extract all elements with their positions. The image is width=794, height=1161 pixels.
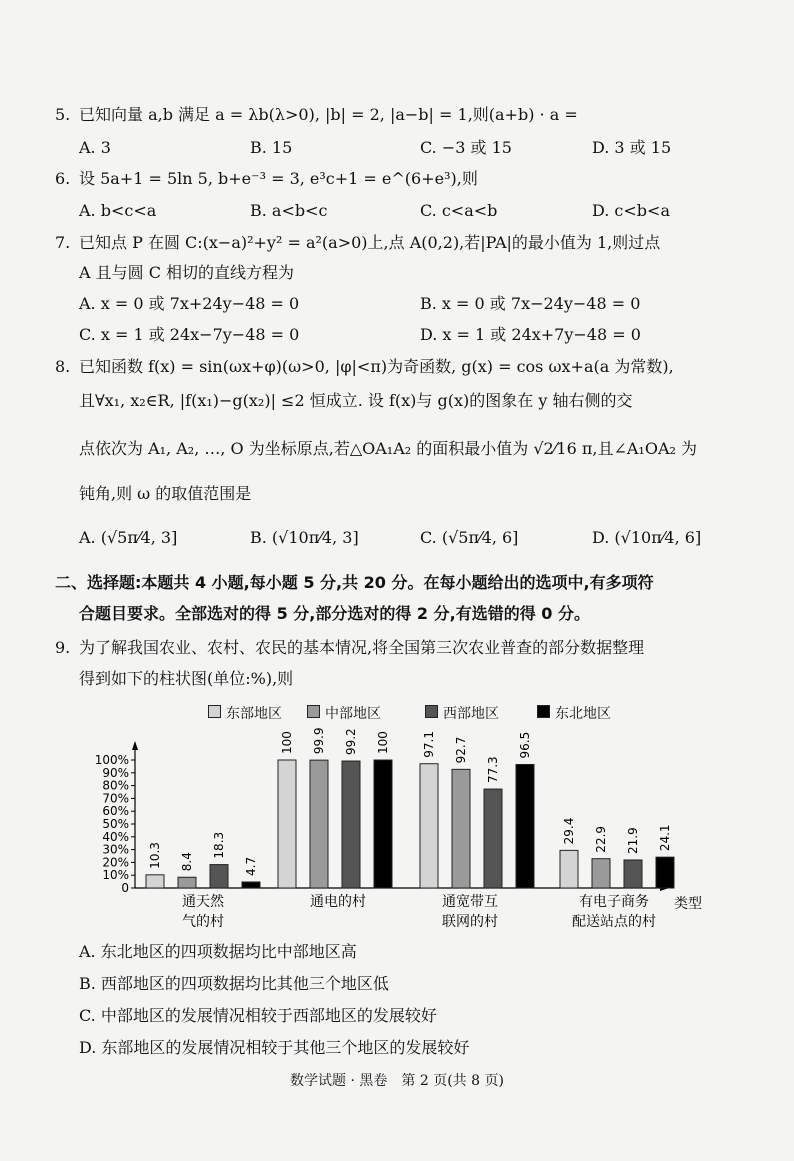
q8-stem-line3: 点依次为 A₁, A₂, …, O 为坐标原点,若△OA₁A₂ 的面积最小值为 √2⁄16 π,且∠A₁OA₂ 为 <box>79 439 698 458</box>
bar-value-label: 97.1 <box>422 730 436 758</box>
legend-label-east: 东部地区 <box>226 706 282 722</box>
bar-value-label: 99.2 <box>344 728 358 756</box>
x-axis-label: 类型 <box>674 896 702 912</box>
bar <box>516 764 534 888</box>
bar <box>242 882 260 888</box>
q7-stem-line1: 已知点 P 在圆 C:(x−a)²+y² = a²(a>0)上,点 A(0,2),若|PA|的最小值为 1,则过点 <box>79 233 661 252</box>
q7-stem-line2: A 且与圆 C 相切的直线方程为 <box>79 263 295 282</box>
section2-heading-line1: 二、选择题:本题共 4 小题,每小题 5 分,共 20 分。在每小题给出的选项中,有多项符 <box>55 573 654 592</box>
q9-option-a: A. 东北地区的四项数据均比中部地区高 <box>79 942 357 961</box>
q9-option-c: C. 中部地区的发展情况相较于西部地区的发展较好 <box>79 1006 437 1025</box>
q9-option-b: B. 西部地区的四项数据均比其他三个地区低 <box>79 974 389 993</box>
category-label: 配送站点的村 <box>572 914 656 930</box>
bar-value-label: 100 <box>280 731 294 754</box>
q6-number: 6. <box>55 169 71 188</box>
y-tick-label: 60% <box>102 804 129 819</box>
y-tick-label: 70% <box>102 791 129 806</box>
bar <box>374 760 392 888</box>
category-label: 通天然 <box>182 894 224 910</box>
q8-stem-line2: 且∀x₁, x₂∈R, |f(x₁)−g(x₂)| ≤2 恒成立. 设 f(x)与 g(x)的图象在 y 轴右侧的交 <box>79 391 633 410</box>
q6-option-c: C. c<a<b <box>420 201 498 220</box>
bar <box>146 875 164 888</box>
bar-value-label: 96.5 <box>518 731 532 759</box>
q8-stem-line4: 钝角,则 ω 的取值范围是 <box>79 484 252 503</box>
y-tick-label: 30% <box>102 842 129 857</box>
bar <box>452 769 470 888</box>
q7-number: 7. <box>55 233 71 252</box>
q8-option-a: A. (√5π⁄4, 3] <box>79 528 178 547</box>
q9-number: 9. <box>55 638 71 657</box>
q7-option-c: C. x = 1 或 24x−7y−48 = 0 <box>79 325 300 344</box>
y-axis-arrow <box>132 741 138 750</box>
q5-stem: 已知向量 a,b 满足 a = λb(λ>0), |b| = 2, |a−b| = 1,则(a+b) · a = <box>79 105 578 124</box>
bar <box>210 865 228 888</box>
q8-option-c: C. (√5π⁄4, 6] <box>420 528 519 547</box>
bar-value-label: 8.4 <box>180 852 194 872</box>
legend-label-west: 西部地区 <box>443 706 499 722</box>
bar-value-label: 22.9 <box>594 825 608 853</box>
category-label: 联网的村 <box>442 914 498 930</box>
q7-option-a: A. x = 0 或 7x+24y−48 = 0 <box>79 294 300 313</box>
q8-stem-line1: 已知函数 f(x) = sin(ωx+φ)(ω>0, |φ|<π)为奇函数, g(x) = cos ωx+a(a 为常数), <box>79 357 674 376</box>
bar <box>656 857 674 888</box>
bar-value-label: 10.3 <box>148 842 162 869</box>
q9-stem-line1: 为了解我国农业、农村、农民的基本情况,将全国第三次农业普查的部分数据整理 <box>79 638 645 657</box>
category-label: 通宽带互 <box>442 894 498 910</box>
q6-stem: 设 5a+1 = 5ln 5, b+e⁻³ = 3, e³c+1 = e^(6+e³),则 <box>79 169 478 188</box>
q7-option-d: D. x = 1 或 24x+7y−48 = 0 <box>420 325 641 344</box>
bar <box>278 760 296 888</box>
bar-value-label: 77.3 <box>486 756 500 784</box>
bar-value-label: 99.9 <box>312 727 326 755</box>
bar <box>178 877 196 888</box>
y-tick-label: 20% <box>102 855 129 870</box>
bar-value-label: 21.9 <box>626 827 640 854</box>
bar <box>560 850 578 888</box>
category-label: 气的村 <box>182 914 224 930</box>
category-label: 有电子商务 <box>579 894 649 910</box>
bar-value-label: 92.7 <box>454 736 468 764</box>
q9-stem-line2: 得到如下的柱状图(单位:%),则 <box>79 669 294 688</box>
bar <box>342 761 360 888</box>
q8-option-d: D. (√10π⁄4, 6] <box>592 528 702 547</box>
bar <box>484 789 502 888</box>
bar-value-label: 18.3 <box>212 831 226 859</box>
y-tick-label: 80% <box>102 778 129 793</box>
category-label: 通电的村 <box>310 894 366 910</box>
bar <box>592 859 610 888</box>
bar-value-label: 100 <box>376 731 390 754</box>
q6-option-d: D. c<b<a <box>592 201 670 220</box>
q5-option-c: C. −3 或 15 <box>420 138 512 157</box>
y-tick-label: 90% <box>102 765 129 780</box>
y-tick-label: 50% <box>102 817 129 831</box>
q7-option-b: B. x = 0 或 7x−24y−48 = 0 <box>420 294 641 313</box>
q6-option-a: A. b<c<a <box>79 201 157 220</box>
q8-number: 8. <box>55 357 71 376</box>
bar-value-label: 24.1 <box>658 824 672 852</box>
q5-option-b: B. 15 <box>250 138 293 157</box>
y-tick-label: 100% <box>94 753 129 767</box>
bar-value-label: 4.7 <box>244 856 258 876</box>
q5-option-a: A. 3 <box>79 138 111 157</box>
y-tick-label: 40% <box>102 829 129 844</box>
q9-option-d: D. 东部地区的发展情况相较于其他三个地区的发展较好 <box>79 1038 470 1057</box>
section2-heading-line2: 合题目要求。全部选对的得 5 分,部分选对的得 2 分,有选错的得 0 分。 <box>79 604 590 623</box>
y-tick-label: 0 <box>121 881 129 895</box>
q6-option-b: B. a<b<c <box>250 201 328 220</box>
legend-label-northeast: 东北地区 <box>555 706 611 722</box>
bar <box>310 760 328 888</box>
page-footer: 数学试题 · 黑卷 第 2 页(共 8 页) <box>290 1073 504 1089</box>
y-tick-label: 10% <box>102 868 129 883</box>
q5-number: 5. <box>55 105 71 124</box>
q5-option-d: D. 3 或 15 <box>592 138 672 157</box>
bar <box>420 764 438 888</box>
legend-label-central: 中部地区 <box>325 706 381 722</box>
bar <box>624 860 642 888</box>
bar-value-label: 29.4 <box>562 817 576 845</box>
q8-option-b: B. (√10π⁄4, 3] <box>250 528 359 547</box>
